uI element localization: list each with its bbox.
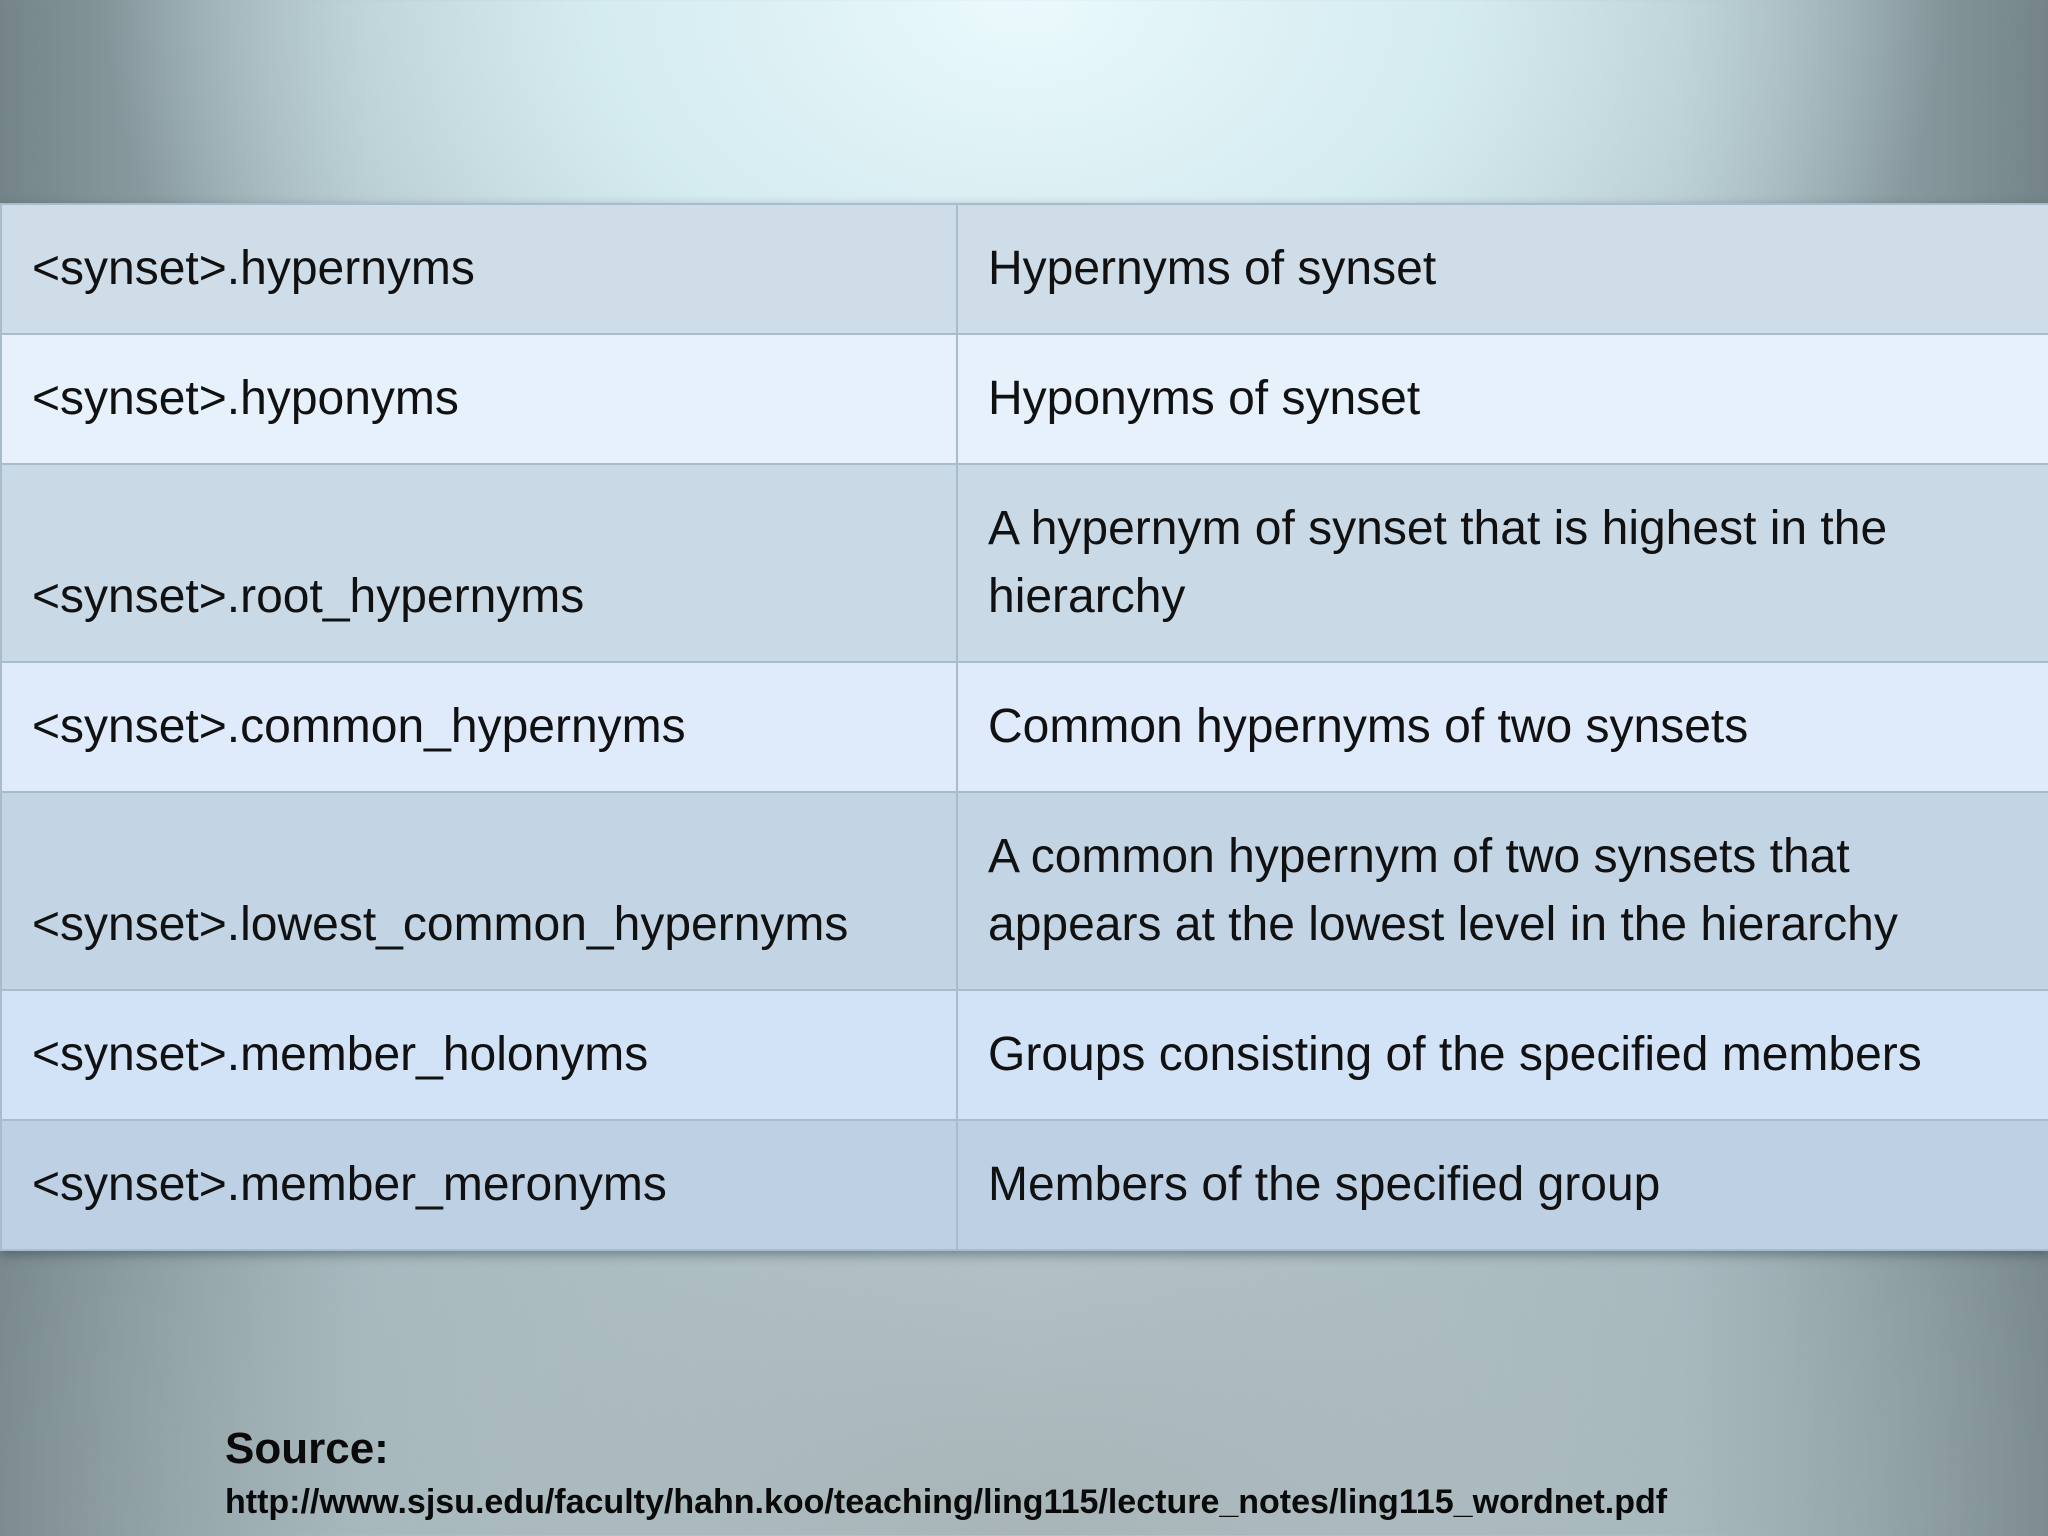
table-row (1, 334, 2048, 464)
method-cell: <synset>.member_meronyms (1, 1120, 957, 1250)
method-cell: <synset>.root_hypernyms (1, 464, 957, 662)
wordnet-methods-table (0, 203, 2048, 1251)
source-url[interactable]: http://www.sjsu.edu/faculty/hahn.koo/teaching/ling115/lecture_notes/ling115_wordnet.pdf (225, 1483, 1668, 1521)
table-row (1, 990, 2048, 1120)
method-cell: <synset>.common_hypernyms (1, 662, 957, 792)
description-cell: Common hypernyms of two synsets (957, 662, 2048, 792)
table-row (1, 792, 2048, 990)
method-cell: <synset>.lowest_common_hypernyms (1, 792, 957, 990)
source-label: Source: (225, 1424, 389, 1473)
source-citation (225, 1420, 1667, 1526)
table-row (1, 662, 2048, 792)
table-row (1, 464, 2048, 662)
description-cell: Hyponyms of synset (957, 334, 2048, 464)
description-cell: Groups consisting of the specified members (957, 990, 2048, 1120)
method-cell: <synset>.hypernyms (1, 204, 957, 334)
description-cell: Hypernyms of synset (957, 204, 2048, 334)
description-cell: A hypernym of synset that is highest in the hierarchy (957, 464, 2048, 662)
description-cell: Members of the specified group (957, 1120, 2048, 1250)
table-row (1, 204, 2048, 334)
table-row (1, 1120, 2048, 1250)
method-cell: <synset>.hyponyms (1, 334, 957, 464)
description-cell: A common hypernym of two synsets that appears at the lowest level in the hierarchy (957, 792, 2048, 990)
method-cell: <synset>.member_holonyms (1, 990, 957, 1120)
